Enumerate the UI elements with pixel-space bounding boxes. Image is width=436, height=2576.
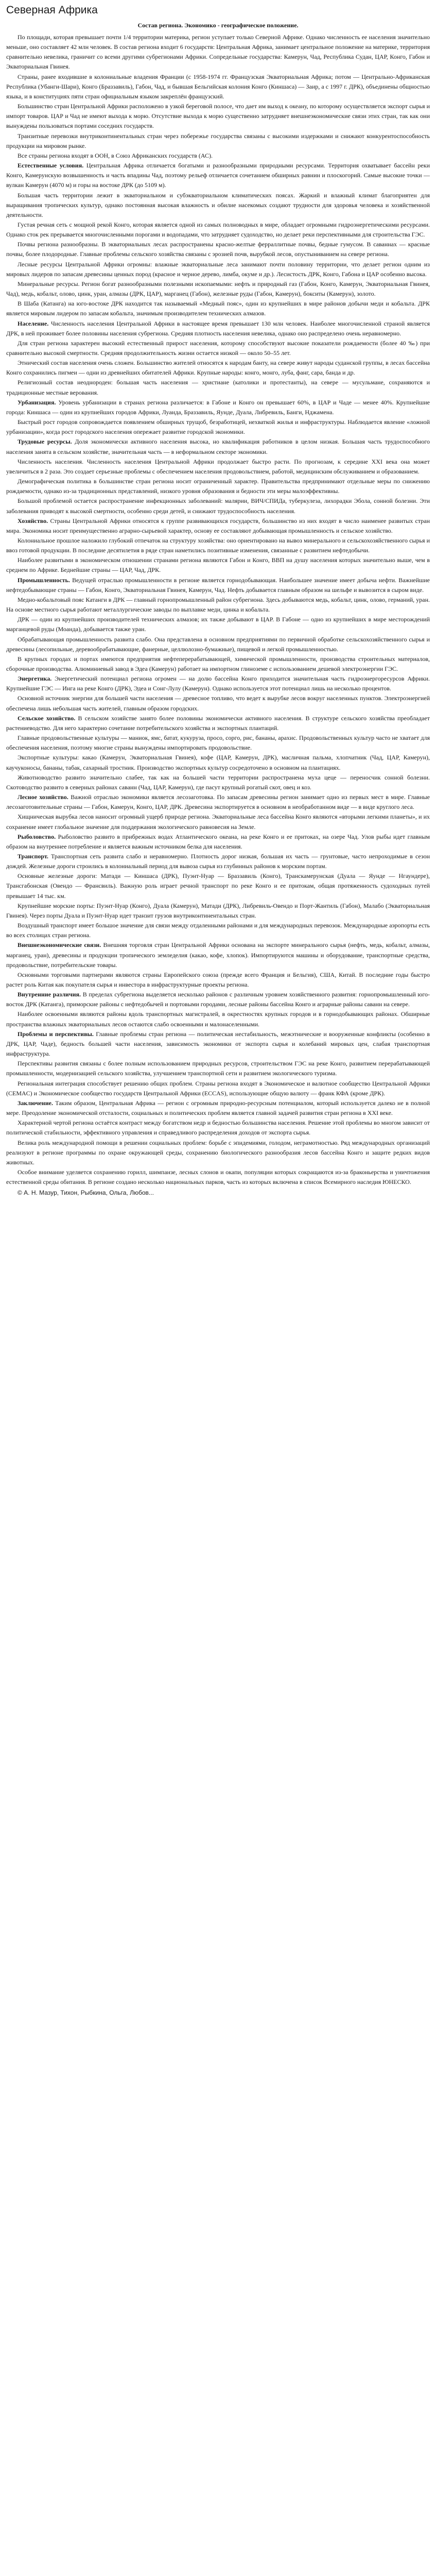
- paragraph-text: Густая речная сеть с мощной рекой Конго, которая является одной из самых полноводных в мире, обладает огромными гидроэнергетическими ресурсами. Однако сток рек прерывается многочисленными порогами и водопадами, что затрудняет судоходство, но делает реки перспективными для строительства ГЭС.: [6, 221, 430, 239]
- article-paragraph: [6, 398, 430, 417]
- article-paragraph: [6, 417, 430, 437]
- paragraph-text: Важной отраслью экономики является лесозаготовка. По запасам древесины регион занимает одно из первых мест в мире. Главные лесозаготовительные страны — Габон, Камерун, Конго, ЦАР, ДРК. Древесина экспортируется в основном в необработанном виде — в виде круглого леса.: [6, 793, 430, 811]
- article-paragraph: [6, 32, 430, 72]
- paragraph-term: Естественные условия.: [18, 162, 84, 170]
- section-heading: Состав региона. Экономико - географическое положение.: [137, 22, 299, 29]
- article-paragraph: [6, 812, 430, 832]
- paragraph-text: Хищническая вырубка лесов наносит огромный ущерб природе региона. Экваториальные леса бассейна Конго являются «вторыми легкими планеты», и их сохранение имеет глобальное значение для поддержания экологического равновесия на Земле.: [6, 813, 430, 831]
- paragraph-text: ДРК — один из крупнейших производителей технических алмазов; их также добывают в ЦАР. В Габоне — одно из крупнейших в мире месторождений марганцевой руды (Моанда), добывается также уран.: [6, 616, 430, 633]
- paragraph-text: Медно-кобальтовый пояс Катанги в ДРК — главный горнопромышленный район субрегиона. Здесь добываются медь, кобальт, цинк, олово, германий, уран. На основе местного сырья работают металлургические заводы по выплавке меди, цинка и кобальта.: [6, 596, 430, 614]
- paragraph-text: Характерной чертой региона остаётся контраст между богатством недр и бедностью большинства населения. Решение этой проблемы во многом зависит от политической стабильности, эффективного управления и справедливого распределения доходов от экспорта сырья.: [6, 1119, 430, 1137]
- article-paragraph: [6, 792, 430, 812]
- article-paragraph: [6, 279, 430, 299]
- paragraph-text: Основные железные дороги: Матади — Киншаса (ДРК), Пуэнт-Нуар — Браззавиль (Конго), Транскамерунская (Дуала — Яунде — Нгаундере), Трансгабонская (Овендо — Франсвиль). Важную роль играет речной транспорт по реке Конго и ее притокам, общая протяженность судоходных путей превышает 14 тыс. км.: [6, 872, 430, 900]
- paragraph-text: Лесные ресурсы Центральной Африки огромны: влажные экваториальные леса занимают почти половину территории, что делает регион одним из мировых лидеров по запасам древесины ценных пород (красное и черное дерево, лимба, окуме и др.). Лесистость ДРК, Конго, Габона и ЦАР особенно высока.: [6, 260, 430, 278]
- article-paragraph: [6, 378, 430, 397]
- paragraph-text: Крупнейшие морские порты: Пуэнт-Нуар (Конго), Дуала (Камерун), Матади (ДРК), Либревиль-Овендо и Порт-Жантиль (Габон), Малабо (Экваториальная Гвинея). Через порты Дуала и Пуэнт-Нуар идет транзит грузов внутриконтинентальных стран.: [6, 902, 430, 919]
- article-paragraph: [6, 358, 430, 378]
- article-paragraph: [6, 615, 430, 634]
- article-paragraph: [6, 635, 430, 654]
- article-paragraph: [6, 161, 430, 190]
- paragraph-text: Доля экономически активного населения высока, но квалификация работников в целом низкая. Большая часть трудоспособного населения занята в сельском хозяйстве, значительная часть — в неформальном секторе экономики.: [6, 438, 430, 455]
- article-paragraph: [6, 1118, 430, 1138]
- article-paragraph: [6, 319, 430, 338]
- paragraph-text: Страны Центральной Африки относятся к группе развивающихся государств, большинство из них входят в число наименее развитых стран мира. Экономика носит преимущественно аграрно-сырьевой характер, основу ее составляют добывающая промышленность и сельское хозяйство.: [6, 517, 430, 534]
- paragraph-term: Лесное хозяйство.: [18, 793, 68, 801]
- paragraph-text: Рыболовство развито в прибрежных водах Атлантического океана, на реке Конго и ее притоках, на озере Чад. Улов рыбы идет главным образом на внутреннее потребление и является важным источником белка для населения.: [6, 833, 430, 850]
- article-paragraph: [6, 674, 430, 693]
- article-paragraph: [6, 496, 430, 516]
- article-paragraph: [6, 516, 430, 536]
- article-paragraph: [6, 1059, 430, 1078]
- paragraph-text: В крупных городах и портах имеются предприятия нефтеперерабатывающей, химической промышленности, производства строительных материалов, сборочные производства. Алюминиевый завод в Эдеа (Камерун) работает на импортном глиноземе с использованием дешевой электроэнергии ГЭС.: [6, 655, 430, 672]
- paragraph-text: Численность населения Центральной Африки в настоящее время превышает 130 млн человек. Наиболее многочисленной страной является ДРК, в ней проживает более половины населения субрегиона. Средняя плотность населения невелика, однако оно распределено очень неравномерно.: [6, 319, 430, 337]
- article-paragraph: [6, 714, 430, 733]
- article-paragraph: [6, 457, 430, 477]
- paragraph-text: Перспективы развития связаны с более полным использованием природных ресурсов, строительством ГЭС на реке Конго, развитием перерабатывающей промышленности, модернизацией сельского хозяйства, улучшением транспортной сети и развитием экологического туризма.: [6, 1060, 430, 1077]
- article-paragraph: [6, 901, 430, 921]
- article-paragraph: [6, 101, 430, 131]
- paragraph-text: Экспортные культуры: какао (Камерун, Экваториальная Гвинея), кофе (ЦАР, Камерун, ДРК), масличная пальма, хлопчатник (Чад, ЦАР, Камерун), каучуконосы, бананы, табак, сахарный тростник. Производство экспортных культур сосредоточено в основном на плантациях.: [6, 754, 430, 771]
- paragraph-text: Основной источник энергии для большей части населения — древесное топливо, что ведет к вырубке лесов вокруг населенных пунктов. Электроэнергией обеспечена лишь небольшая часть жителей, главным образом городских.: [6, 694, 430, 712]
- article-paragraph: [6, 437, 430, 456]
- paragraph-text: Животноводство развито значительно слабее, так как на большей части территории распространена муха цеце — переносчик сонной болезни. Скотоводство развито в северных районах саванн (Чад, ЦАР, Камерун), где пасут крупный рогатый скот, овец и коз.: [6, 773, 430, 791]
- article-paragraph: [6, 555, 430, 575]
- paragraph-text: Страны, ранее входившие в колониальные владения Франции (с 1958-1974 гг. Французская Экваториальная Африка; потом — Центрально-Африканская Республика (Убанги-Шари), Конго (Браззавиль), Габон, Чад, и бывшая Бельгийская колония Конго (Киншаса) — Заир, а с 1997 г. ДРК), объединены общностью языка, и в конституциях пяти стран официальным языком закреплён французский.: [6, 73, 430, 100]
- paragraph-text: Большинство стран Центральной Африки расположено в узкой береговой полосе, что дает им выход к океану, по которому осуществляется экспорт сырья и импорт товаров. ЦАР и Чад не имеют выхода к морю. Отсутствие выхода к морю существенно затрудняет внешнеэкономические связи этих стран, так как они вынуждены пользоваться портами соседних государств.: [6, 103, 430, 130]
- article-paragraph: [6, 1079, 430, 1098]
- paragraph-text: Большая часть территории лежит в экваториальном и субэкваториальном климатических поясах. Жаркий и влажный климат благоприятен для выращивания тропических культур, однако постоянная высокая влажность и обилие насекомых создают трудности для здоровья человека и хозяйственной деятельности.: [6, 191, 430, 218]
- paragraph-term: Транспорт.: [18, 852, 48, 860]
- article-paragraph: [6, 733, 430, 753]
- paragraph-text: Уровень урбанизации в странах региона различается: в Габоне и Конго он превышает 60%, в ЦАР и Чаде — менее 40%. Крупнейшие города: Киншаса — один из крупнейших городов Африки, Луанда, Браззавиль, Яунде, Дуала, Либревиль, Банги, Нджамена.: [6, 398, 430, 416]
- paragraph-text: Наиболее развитыми в экономическом отношении странами региона являются Габон и Конго, ВВП на душу населения которых значительно выше, чем в среднем по Африке. Беднейшие страны — ЦАР, Чад, ДРК.: [6, 556, 430, 574]
- paragraph-text: Религиозный состав неоднороден: большая часть населения — христиане (католики и протестанты), на севере — мусульмане, сохраняются и традиционные местные верования.: [6, 379, 430, 396]
- paragraph-text: Численность населения. Численность населения Центральной Африки продолжает быстро расти. По прогнозам, к середине XXI века она может увеличиться в 2 раза. Это создает серьезные проблемы с обеспечением населения продовольствием, работой, медицинским обслуживанием и образованием.: [6, 457, 430, 475]
- article-paragraph: [6, 72, 430, 101]
- paragraph-term: Внешнеэкономические связи.: [18, 941, 101, 949]
- article-paragraph: [6, 654, 430, 674]
- article-paragraph: [6, 693, 430, 713]
- paragraph-term: Урбанизация.: [18, 398, 56, 406]
- paragraph-text: Центральная Африка отличается богатыми и разнообразными природными ресурсами. Территория охватывает бассейн реки Конго, Камерунскую возвышенность и часть впадины Чад, поэтому рельеф отличается сочетанием обширных равнин и плоскогорий. Самые высокие точки — вулкан Камерун (4070 м) и горы на востоке ДРК (до 5109 м).: [6, 162, 430, 189]
- paragraph-text: Все страны региона входят в ООН, в Союз Африканских государств (АС).: [18, 151, 213, 159]
- article-paragraph: [6, 1009, 430, 1029]
- article-paragraph: [6, 299, 430, 318]
- paragraph-text: Особое внимание уделяется сохранению горилл, шимпанзе, лесных слонов и окапи, популяции которых сокращаются из-за браконьерства и уничтожения естественной среды обитания. В регионе создано несколько национальных парков, часть из которых включена в список Всемирного наследия ЮНЕСКО.: [6, 1168, 430, 1186]
- paragraph-text: Энергетический потенциал региона огромен — на долю бассейна Конго приходится значительная часть гидроэнергоресурсов Африки. Крупнейшие ГЭС — Инга на реке Конго (ДРК), Эдеа и Сонг-Лулу (Камерун). Однако используется этот потенциал лишь на несколько процентов.: [6, 675, 430, 692]
- article-paragraph: [6, 220, 430, 240]
- article-paragraph: [6, 871, 430, 901]
- paragraph-text: Региональная интеграция способствует решению общих проблем. Страны региона входят в Экономическое и валютное сообщество Центральной Африки (CEMAC) и Экономическое сообщество государств Центральной Африки (ECCAS), использующие общую валюту — франк КФА (кроме ДРК).: [6, 1079, 430, 1097]
- article-paragraph: [6, 260, 430, 279]
- paragraph-text: Этнический состав населения очень сложен. Большинство жителей относятся к народам банту, на севере живут народы суданской группы, в лесах бассейна Конго сохранились пигмеи — одни из древнейших обитателей Африки. Крупные народы: конго, монго, луба, фанг, сара, банда и др.: [6, 359, 430, 377]
- paragraph-text: Большой проблемой остается распространение инфекционных заболеваний: малярии, ВИЧ/СПИДа, туберкулеза, лихорадки Эбола, сонной болезни. Эти заболевания приводят к высокой смертности, особенно среди детей, и снижают трудоспособность населения.: [6, 497, 430, 515]
- article-paragraph: [6, 536, 430, 555]
- paragraph-text: Быстрый рост городов сопровождается появлением обширных трущоб, безработицей, нехваткой жилья и инфраструктуры. Наблюдается явление «ложной урбанизации», когда рост городского населения опережает развитие городской экономики.: [6, 418, 430, 436]
- article-paragraph: [6, 240, 430, 259]
- article-paragraph: [6, 151, 430, 161]
- article-paragraph: [6, 575, 430, 595]
- paragraph-text: Наиболее освоенными являются районы вдоль транспортных магистралей, в окрестностях крупных городов и в горнодобывающих районах. Обширные пространства влажных экваториальных лесов остаются слабо освоенными и малонаселенными.: [6, 1010, 430, 1028]
- paragraph-term: Трудовые ресурсы.: [18, 438, 72, 446]
- paragraph-text: Внешняя торговля стран Центральной Африки основана на экспорте минерального сырья (нефть, медь, кобальт, алмазы, марганец, уран), древесины и продукции тропического земледелия (какао, кофе, хлопок). Импортируются машины и оборудование, транспортные средства, продовольствие, потребительские товары.: [6, 941, 430, 969]
- paragraph-term: Хозяйство.: [18, 517, 48, 524]
- article-paragraph: [6, 852, 430, 871]
- paragraph-text: Главные продовольственные культуры — маниок, ямс, батат, кукуруза, просо, сорго, рис, бананы, арахис. Продовольственных культур часто не хватает для обеспечения населения, поэтому многие страны вынуждены импортировать продовольствие.: [6, 734, 430, 752]
- article-paragraph: [6, 832, 430, 852]
- article-body: [6, 32, 430, 1187]
- paragraph-term: Сельское хозяйство.: [18, 714, 76, 722]
- article-paragraph: [6, 1138, 430, 1167]
- article-paragraph: [6, 940, 430, 970]
- paragraph-text: Колониальное прошлое наложило глубокий отпечаток на структуру хозяйства: оно ориентировано на вывоз минерального и сельскохозяйственного сырья и ввоз готовой продукции. В последние десятилетия в ряде стран наметились позитивные изменения, связанные с развитием нефтедобычи.: [6, 536, 430, 554]
- article-paragraph: [6, 477, 430, 496]
- paragraph-text: Основными торговыми партнерами являются страны Европейского союза (прежде всего Франция и Бельгия), США, Китай. В последние годы быстро растет роль Китая как покупателя сырья и инвестора в инфраструктурные проекты региона.: [6, 971, 430, 988]
- article-paragraph: [6, 921, 430, 940]
- paragraph-term: Проблемы и перспективы.: [18, 1030, 94, 1038]
- article-paragraph: [6, 131, 430, 151]
- paragraph-text: Для стран региона характерен высокий естественный прирост населения, которому способствуют высокие показатели рождаемости (более 40 ‰) при сравнительно высокой смертности. Средняя продолжительность жизни остается низкой — около 50–55 лет.: [6, 339, 430, 357]
- paragraph-text: Ведущей отраслью промышленности в регионе является горнодобывающая. Наибольшее значение имеет добыча нефти. Важнейшие нефтедобывающие страны — Габон, Конго, Экваториальная Гвинея, Камерун, Чад. Нефть добывается главным образом на шельфе и вывозится в сыром виде.: [6, 576, 430, 594]
- paragraph-text: Таким образом, Центральная Африка — регион с огромным природно-ресурсным потенциалом, который используется далеко не в полной мере. Преодоление экономической отсталости, социальных и политических проблем является главной задачей развития стран региона в XXI веке.: [6, 1099, 430, 1117]
- paragraph-text: По площади, которая превышает почти 1/4 территории материка, регион уступает только Северной Африке. Однако численность ее населения значительно меньше, оно составляет 42 млн человек. В состав региона входит 6 государств: Центральная Африка, занимает центральное положение на материке, территория сравнительно невелика, граничит со всеми другими субрегионами Африки. Сопредельные государства: Камерун, Чад, Республика Судан, ЦАР, Конго, Габон и Экваториальная Гвинея.: [6, 33, 430, 71]
- page-title: Северная Африка: [6, 4, 98, 16]
- article-paragraph: [6, 990, 430, 1009]
- article-paragraph: [6, 338, 430, 358]
- paragraph-text: Обрабатывающая промышленность развита слабо. Она представлена в основном предприятиями по первичной обработке сельскохозяйственного сырья и древесины (лесопильные, деревообрабатывающие, фанерные, целлюлозно-бумажные), пищевой и легкой промышленностью.: [6, 635, 430, 653]
- paragraph-term: Внутренние различия.: [18, 991, 81, 998]
- paragraph-text: В пределах субрегиона выделяется несколько районов с различным уровнем хозяйственного развития: горнопромышленный юго-восток ДРК (Катанга), приморские районы с нефтедобычей и портовыми городами, лесные районы бассейна Конго и аграрные районы саванн на севере.: [6, 991, 430, 1008]
- paragraph-term: Население.: [18, 319, 49, 327]
- article-paragraph: [6, 753, 430, 772]
- paragraph-text: Транзитные перевозки внутриконтинентальных стран через побережье государства связаны с высокими издержками и снижают конкурентоспособность продукции на мировом рынке.: [6, 132, 430, 149]
- paragraph-text: Транспортная сеть развита слабо и неравномерно. Плотность дорог низкая, большая их часть — грунтовые, часто непроходимые в сезон дождей. Железные дороги строились в колониальный период для вывоза сырья из глубинных районов к морским портам.: [6, 852, 430, 870]
- article-paragraph: [6, 1098, 430, 1118]
- article-paragraph: [6, 1167, 430, 1187]
- article-paragraph: [6, 595, 430, 615]
- article-paragraph: [6, 773, 430, 792]
- paragraph-text: Демографическая политика в большинстве стран региона носит ограниченный характер. Правительства предпринимают отдельные меры по снижению рождаемости, однако из-за традиционных представлений, низкого уровня образования и бедности эти меры малоэффективны.: [6, 478, 430, 495]
- paragraph-text: Велика роль международной помощи в решении социальных проблем: борьбе с эпидемиями, голодом, неграмотностью. Ряд международных организаций реализуют в регионе программы по охране окружающей среды, сохранению биологического разнообразия лесов бассейна Конго и защите редких видов животных.: [6, 1139, 430, 1166]
- paragraph-text: Воздушный транспорт имеет большое значение для связи между отдаленными районами и для международных перевозок. Международные аэропорты есть во всех столицах стран региона.: [6, 922, 430, 939]
- paragraph-term: Заключение.: [18, 1099, 53, 1107]
- paragraph-text: В сельском хозяйстве занято более половины экономически активного населения. В структуре сельского хозяйства преобладает растениеводство. Для него характерно сочетание потребительского хозяйства и экспортных плантаций.: [6, 714, 430, 732]
- paragraph-term: Рыболовство.: [18, 833, 56, 840]
- paragraph-text: В Шаба (Катанга) на юго-востоке ДРК находится так называемый «Медный пояс», один из крупнейших в мире районов добычи меди и кобальта. ДРК является мировым лидером по запасам кобальта, значимым производителем технических алмазов.: [6, 300, 430, 317]
- footer-note: © А. Н. Мазур, Тихон, Рыбкина, Ольга, Любов...: [18, 1189, 154, 1197]
- paragraph-text: Почвы региона разнообразны. В экваториальных лесах распространены красно-желтые ферраллитные почвы, бедные гумусом. В саваннах — красные почвы, более плодородные. Главные проблемы сельского хозяйства связаны с эрозией почв, вырубкой лесов, опустыниванием на севере региона.: [6, 241, 430, 258]
- paragraph-term: Промышленность.: [18, 576, 70, 584]
- paragraph-text: Минеральные ресурсы. Регион богат разнообразными полезными ископаемыми: нефть и природный газ (Габон, Конго, Камерун, Экваториальная Гвинея, Чад), медь, кобальт, олово, цинк, уран, алмазы (ДРК, ЦАР), марганец (Габон), железные руды (Габон, Камерун), бокситы (Камерун), золото.: [6, 280, 430, 298]
- article-paragraph: [6, 191, 430, 220]
- paragraph-term: Энергетика.: [18, 675, 52, 683]
- paragraph-text: Главные проблемы стран региона — политическая нестабильность, межэтнические и вооруженные конфликты (особенно в ДРК, ЦАР, Чаде), бедность большей части населения, зависимость экономики от экспорта сырья и колебаний мировых цен, слабая транспортная инфраструктура.: [6, 1030, 430, 1058]
- article-paragraph: [6, 1029, 430, 1059]
- article-paragraph: [6, 970, 430, 990]
